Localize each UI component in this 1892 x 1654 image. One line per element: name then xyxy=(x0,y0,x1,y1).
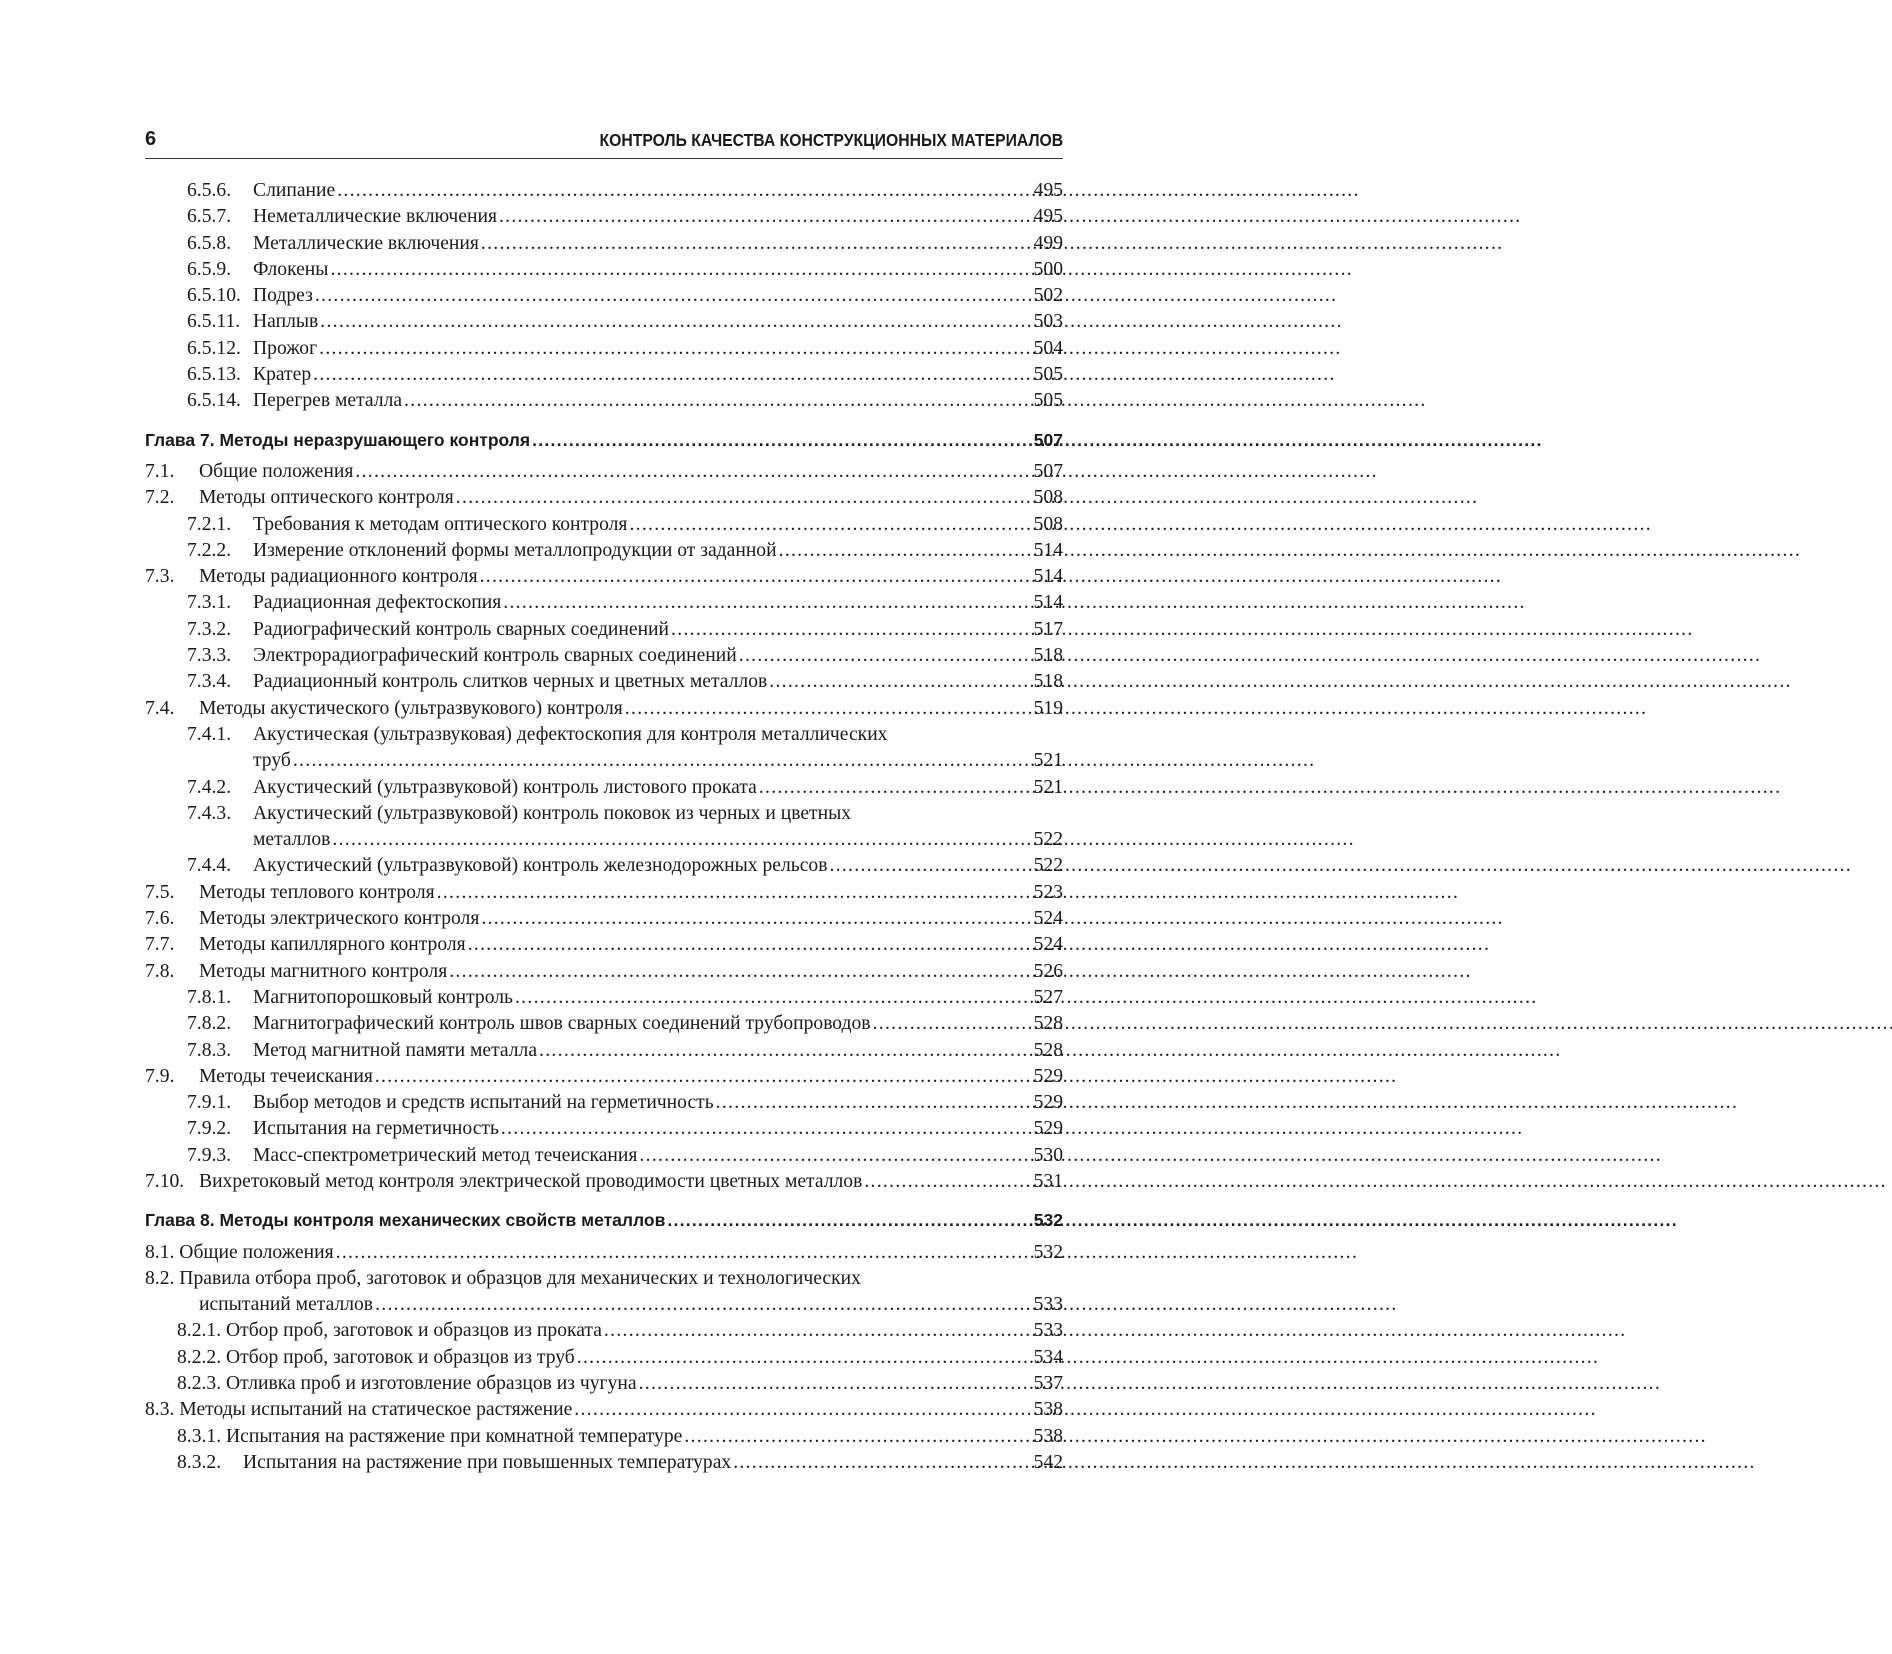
dot-leader xyxy=(293,748,1032,774)
toc-entry[interactable] xyxy=(145,1345,1063,1371)
toc-entry[interactable] xyxy=(145,775,1063,801)
toc-entry[interactable] xyxy=(145,932,1063,958)
chapter-title: Глава 8. Методы контроля механических свойств металлов xyxy=(145,1210,666,1231)
dot-leader xyxy=(319,336,1031,362)
toc-page: 528 xyxy=(1033,1013,1063,1035)
toc-title: Масс-спектрометрический метод течеискания xyxy=(253,1144,638,1166)
toc-entry[interactable] xyxy=(145,362,1063,388)
toc-number: 7.3.4. xyxy=(187,671,232,693)
toc-page: 528 xyxy=(1033,1039,1063,1061)
toc-title: Методы испытаний на статическое растяжение xyxy=(179,1399,573,1421)
toc-page: 530 xyxy=(1033,1144,1063,1166)
toc-number: 7.7. xyxy=(145,934,175,956)
toc-entry[interactable] xyxy=(145,388,1063,414)
toc-entry[interactable] xyxy=(145,336,1063,362)
dot-leader xyxy=(320,309,1031,335)
dot-leader xyxy=(355,459,1031,485)
toc-number: 7.9.2. xyxy=(187,1118,232,1140)
page-number: 6 xyxy=(145,128,157,150)
toc-number: 7.8.2. xyxy=(187,1013,232,1035)
toc-page: 524 xyxy=(1033,908,1063,930)
toc-page: 533 xyxy=(1033,1320,1063,1342)
dot-leader xyxy=(501,1116,1032,1142)
toc-title: Правила отбора проб, заготовок и образцов для механических и технологических xyxy=(179,1267,861,1289)
toc-title: Методы капиллярного контроля xyxy=(199,934,466,956)
toc-title: Электрорадиографический контроль сварных соединений xyxy=(253,645,737,667)
toc-entry[interactable] xyxy=(145,1011,1063,1037)
toc-title: Испытания на растяжение при комнатной температуре xyxy=(226,1425,683,1447)
toc-page: 521 xyxy=(1033,750,1063,772)
dot-leader xyxy=(456,485,1032,511)
toc-entry[interactable] xyxy=(145,564,1063,590)
toc-page: 522 xyxy=(1033,829,1063,851)
dot-leader xyxy=(330,257,1031,283)
toc-entry[interactable] xyxy=(145,1318,1063,1344)
toc-entry-line1[interactable] xyxy=(145,801,1063,827)
dot-leader xyxy=(449,959,1031,985)
dot-leader xyxy=(481,906,1031,932)
toc-page: 495 xyxy=(1033,180,1063,201)
toc-entry[interactable] xyxy=(145,257,1063,283)
toc-title: Методы течеискания xyxy=(199,1065,373,1087)
toc-entry[interactable] xyxy=(145,204,1063,230)
toc-number: 7.2. xyxy=(145,487,175,509)
toc-entry[interactable] xyxy=(145,1038,1063,1064)
toc-title: Методы радиационного контроля xyxy=(199,566,478,588)
toc-page: 505 xyxy=(1033,364,1063,386)
toc-entry[interactable] xyxy=(145,1450,1063,1476)
toc-number: 7.3.1. xyxy=(187,592,232,614)
toc-entry[interactable] xyxy=(145,617,1063,643)
toc-chapter[interactable] xyxy=(145,1207,1063,1233)
toc-entry[interactable] xyxy=(145,669,1063,695)
toc-title: Вихретоковый метод контроля электрической проводимости цветных металлов xyxy=(199,1170,863,1192)
toc-title: Методы электрического контроля xyxy=(199,908,480,930)
toc-page: 526 xyxy=(1033,960,1063,982)
toc-title: Неметаллические включения xyxy=(253,206,497,228)
toc-number: 7.2.1. xyxy=(187,513,232,535)
dot-leader xyxy=(315,283,1032,309)
toc-page: 518 xyxy=(1033,671,1063,693)
toc-entry-line1[interactable] xyxy=(145,1266,1063,1292)
toc-title: Магнитопорошковый контроль xyxy=(253,986,513,1008)
toc-number: 7.4.2. xyxy=(187,776,232,798)
toc-entry[interactable] xyxy=(145,1169,1063,1195)
toc-entry-line2[interactable] xyxy=(145,748,1063,774)
toc-entry[interactable] xyxy=(145,643,1063,669)
toc-title: Подрез xyxy=(253,285,313,307)
dot-leader xyxy=(503,590,1031,616)
toc-page: 524 xyxy=(1033,934,1063,956)
toc-page: 503 xyxy=(1033,311,1063,333)
toc-title: Радиационная дефектоскопия xyxy=(253,592,502,614)
dot-leader xyxy=(864,1169,1031,1195)
toc-entry[interactable] xyxy=(145,906,1063,932)
book-title: КОНТРОЛЬ КАЧЕСТВА КОНСТРУКЦИОННЫХ МАТЕРИАЛОВ xyxy=(599,130,1063,150)
toc-title: Наплыв xyxy=(253,311,319,333)
toc-number: 7.2.2. xyxy=(187,539,232,561)
dot-leader xyxy=(716,1090,1032,1116)
toc-entry[interactable] xyxy=(145,283,1063,309)
dot-leader xyxy=(480,564,1032,590)
toc-number: 8.2.1. xyxy=(177,1320,222,1342)
toc-title: Радиационный контроль слитков черных и цветных металлов xyxy=(253,671,768,693)
toc-entry[interactable] xyxy=(145,512,1063,538)
toc-entry[interactable] xyxy=(145,538,1063,564)
toc-entry[interactable] xyxy=(145,985,1063,1011)
dot-leader xyxy=(532,427,1032,453)
toc-number: 7.8.1. xyxy=(187,986,232,1008)
dot-leader xyxy=(739,643,1032,669)
toc-number: 6.5.7. xyxy=(187,206,232,228)
toc-number: 7.10. xyxy=(145,1170,185,1192)
toc-title-continued: испытаний металлов xyxy=(199,1294,374,1316)
toc-page: 522 xyxy=(1033,855,1063,877)
toc-number: 6.5.11. xyxy=(187,311,241,333)
dot-leader xyxy=(667,1207,1031,1233)
toc-title: Отбор проб, заготовок и образцов из проката xyxy=(226,1320,602,1342)
toc-number: 7.5. xyxy=(145,881,175,903)
toc-entry[interactable] xyxy=(145,696,1063,722)
toc-page: 532 xyxy=(1033,1241,1063,1263)
toc-number: 7.1. xyxy=(145,460,175,482)
dot-leader xyxy=(629,512,1031,538)
toc-number: 8.3. xyxy=(145,1399,175,1421)
dot-leader xyxy=(539,1038,1032,1064)
toc-page: 508 xyxy=(1033,487,1063,509)
dot-leader xyxy=(604,1318,1032,1344)
toc-page: 495 xyxy=(1033,206,1063,228)
toc-page: 529 xyxy=(1033,1065,1063,1087)
dot-leader xyxy=(481,231,1032,257)
toc-number: 6.5.14. xyxy=(187,390,241,412)
dot-leader xyxy=(375,1064,1032,1090)
dot-leader xyxy=(829,853,1031,879)
toc-page: 538 xyxy=(1033,1399,1063,1421)
toc-number: 6.5.13. xyxy=(187,364,241,386)
toc-number: 7.4. xyxy=(145,697,175,719)
dot-leader xyxy=(769,669,1031,695)
chapter-title: Глава 7. Методы неразрушающего контроля xyxy=(145,429,531,450)
toc-entry[interactable] xyxy=(145,231,1063,257)
toc-entry[interactable] xyxy=(145,1064,1063,1090)
toc-title: Акустический (ультразвуковой) контроль железнодорожных рельсов xyxy=(253,855,828,877)
toc-title: Кратер xyxy=(253,364,312,386)
dot-leader xyxy=(437,880,1032,906)
toc-title: Акустическая (ультразвуковая) дефектоскопия для контроля металлических xyxy=(253,723,888,745)
toc-page: 529 xyxy=(1033,1092,1063,1114)
toc-title-continued: металлов xyxy=(253,829,331,851)
toc-number: 8.2.2. xyxy=(177,1346,222,1368)
toc-number: 8.2. xyxy=(145,1267,175,1289)
toc-page: 502 xyxy=(1033,285,1063,307)
table-of-contents xyxy=(145,178,1063,1476)
dot-leader xyxy=(574,1397,1031,1423)
toc-title: Измерение отклонений формы металлопродукции от заданной xyxy=(253,539,777,561)
toc-page: 533 xyxy=(1033,1294,1063,1316)
toc-number: 8.2.3. xyxy=(177,1373,222,1395)
toc-page: 507 xyxy=(1033,460,1063,482)
toc-page: 521 xyxy=(1033,776,1063,798)
toc-number: 6.5.10. xyxy=(187,285,241,307)
toc-page: 527 xyxy=(1033,986,1063,1008)
toc-entry[interactable] xyxy=(145,959,1063,985)
toc-page: 505 xyxy=(1033,390,1063,412)
toc-page: 518 xyxy=(1033,645,1063,667)
toc-entry[interactable] xyxy=(145,1143,1063,1169)
toc-entry[interactable] xyxy=(145,1397,1063,1423)
toc-title: Магнитографический контроль швов сварных соединений трубопроводов xyxy=(253,1013,871,1035)
toc-number: 6.5.12. xyxy=(187,337,241,359)
toc-number: 7.3.3. xyxy=(187,645,232,667)
toc-number: 6.5.6. xyxy=(187,180,232,201)
toc-page: 514 xyxy=(1033,592,1063,614)
toc-title: Отбор проб, заготовок и образцов из труб xyxy=(226,1346,575,1368)
toc-title: Методы акустического (ультразвукового) контроля xyxy=(199,697,623,719)
dot-leader xyxy=(684,1424,1031,1450)
dot-leader xyxy=(759,775,1032,801)
toc-title: Требования к методам оптического контроля xyxy=(253,513,628,535)
toc-number: 8.1. xyxy=(145,1241,175,1263)
toc-title: Перегрев металла xyxy=(253,390,403,412)
toc-title: Методы теплового контроля xyxy=(199,881,435,903)
toc-entry-line2[interactable] xyxy=(145,1292,1063,1318)
dot-leader xyxy=(499,204,1032,230)
toc-number: 6.5.9. xyxy=(187,258,232,280)
dot-leader xyxy=(515,985,1032,1011)
toc-title: Акустический (ультразвуковой) контроль поковок из черных и цветных xyxy=(253,802,852,824)
toc-title: Флокены xyxy=(253,258,329,280)
toc-number: 7.8.3. xyxy=(187,1039,232,1061)
dot-leader xyxy=(639,1371,1032,1397)
toc-entry[interactable] xyxy=(145,485,1063,511)
toc-page: 500 xyxy=(1033,258,1063,280)
dot-leader xyxy=(336,1240,1032,1266)
toc-entry[interactable] xyxy=(145,178,1063,204)
toc-title: Общие положения xyxy=(199,460,354,482)
toc-page: 514 xyxy=(1033,566,1063,588)
toc-page: 529 xyxy=(1033,1118,1063,1140)
toc-title: Прожог xyxy=(253,337,318,359)
toc-page: 507 xyxy=(1033,429,1063,450)
toc-entry[interactable] xyxy=(145,590,1063,616)
toc-entry[interactable] xyxy=(145,1116,1063,1142)
toc-number: 7.3. xyxy=(145,566,175,588)
dot-leader xyxy=(671,617,1032,643)
toc-entry[interactable] xyxy=(145,1090,1063,1116)
toc-entry[interactable] xyxy=(145,1240,1063,1266)
dot-leader xyxy=(375,1292,1032,1318)
dot-leader xyxy=(468,932,1032,958)
toc-entry[interactable] xyxy=(145,1371,1063,1397)
dot-leader xyxy=(733,1450,1031,1476)
toc-page: 499 xyxy=(1033,232,1063,254)
toc-title: Отливка проб и изготовление образцов из чугуна xyxy=(226,1373,637,1395)
toc-entry[interactable] xyxy=(145,309,1063,335)
toc-number: 7.6. xyxy=(145,908,175,930)
toc-title: Общие положения xyxy=(179,1241,334,1263)
toc-title: Методы магнитного контроля xyxy=(199,960,448,982)
toc-chapter[interactable] xyxy=(145,427,1063,453)
toc-title: Выбор методов и средств испытаний на герметичность xyxy=(253,1092,714,1114)
dot-leader xyxy=(639,1143,1031,1169)
toc-entry-line2[interactable] xyxy=(145,827,1063,853)
toc-title: Методы оптического контроля xyxy=(199,487,454,509)
running-head xyxy=(145,128,1063,159)
dot-leader xyxy=(337,178,1031,204)
toc-page: 519 xyxy=(1033,697,1063,719)
toc-entry[interactable] xyxy=(145,459,1063,485)
toc-page: 508 xyxy=(1033,513,1063,535)
toc-number: 7.9.1. xyxy=(187,1092,232,1114)
toc-title: Метод магнитной памяти металла xyxy=(253,1039,538,1061)
dot-leader xyxy=(404,388,1032,414)
toc-page: 537 xyxy=(1033,1373,1063,1395)
toc-page: 514 xyxy=(1033,539,1063,561)
toc-entry[interactable] xyxy=(145,853,1063,879)
toc-title: Слипание xyxy=(253,180,336,201)
toc-number: 7.4.4. xyxy=(187,855,232,877)
toc-title: Радиографический контроль сварных соединений xyxy=(253,618,670,640)
toc-page: 534 xyxy=(1033,1346,1063,1368)
toc-number: 6.5.8. xyxy=(187,232,232,254)
toc-page: 504 xyxy=(1033,337,1063,359)
toc-title: Металлические включения xyxy=(253,232,479,254)
toc-title: Акустический (ультразвуковой) контроль листового проката xyxy=(253,776,757,798)
toc-number: 7.4.1. xyxy=(187,723,232,745)
toc-title-continued: труб xyxy=(253,750,291,772)
dot-leader xyxy=(625,696,1032,722)
dot-leader xyxy=(577,1345,1032,1371)
toc-entry-line1[interactable] xyxy=(145,722,1063,748)
toc-page: 517 xyxy=(1033,618,1063,640)
toc-page: 538 xyxy=(1033,1425,1063,1447)
toc-page: 542 xyxy=(1033,1451,1063,1473)
toc-title: Испытания на растяжение при повышенных температурах xyxy=(243,1451,732,1473)
toc-number: 7.9.3. xyxy=(187,1144,232,1166)
toc-number: 8.3.1. xyxy=(177,1425,222,1447)
toc-title: Испытания на герметичность xyxy=(253,1118,499,1140)
dot-leader xyxy=(779,538,1032,564)
toc-page: 523 xyxy=(1033,881,1063,903)
toc-number: 7.3.2. xyxy=(187,618,232,640)
toc-number: 7.9. xyxy=(145,1065,175,1087)
toc-page: 531 xyxy=(1033,1170,1063,1192)
toc-entry[interactable] xyxy=(145,1424,1063,1450)
toc-number: 7.8. xyxy=(145,960,175,982)
dot-leader xyxy=(313,362,1031,388)
dot-leader xyxy=(332,827,1031,853)
toc-entry[interactable] xyxy=(145,880,1063,906)
dot-leader xyxy=(873,1011,1032,1037)
toc-page: 532 xyxy=(1033,1210,1063,1231)
toc-number: 7.4.3. xyxy=(187,802,232,824)
toc-number: 8.3.2. xyxy=(177,1451,222,1473)
